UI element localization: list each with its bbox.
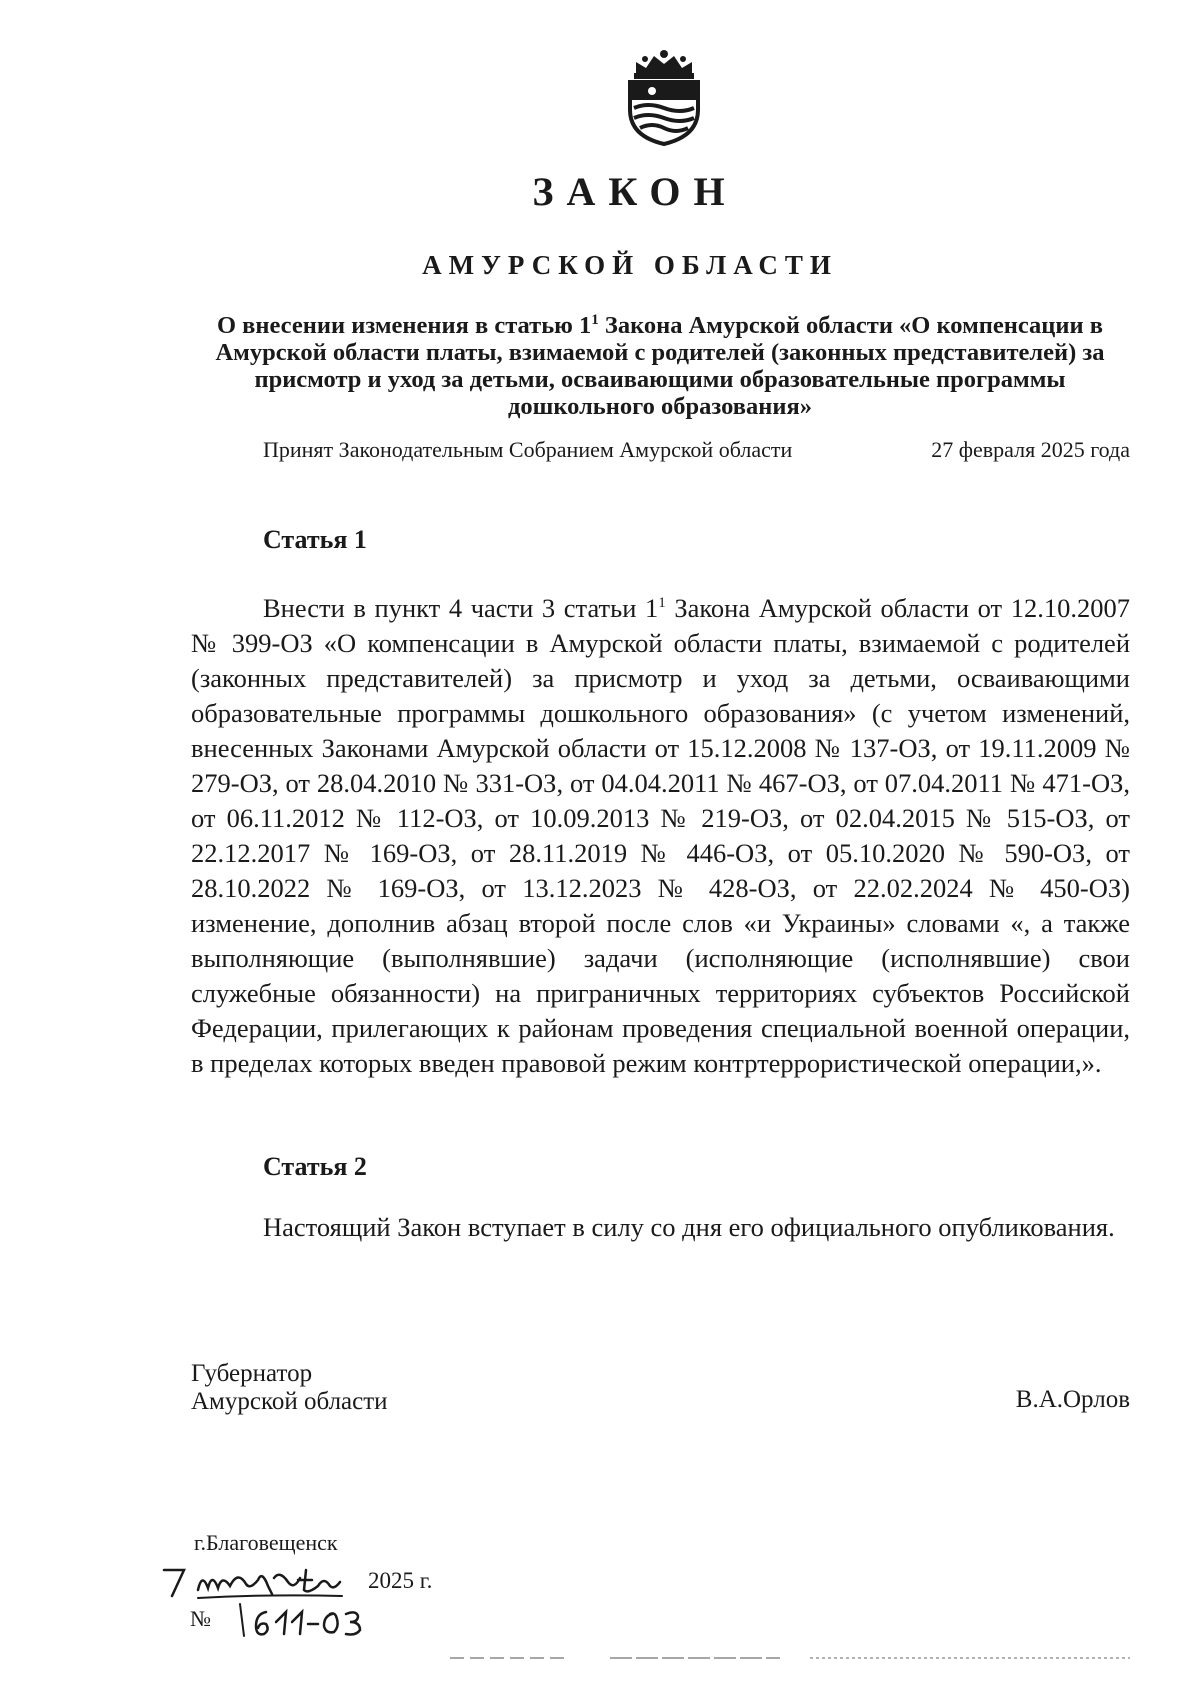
law-number <box>190 1600 390 1640</box>
article-1-text-pre: Внести в пункт 4 части 3 статьи 1 <box>263 592 659 623</box>
signatory-position-line1: Губернатор <box>191 1360 313 1387</box>
region-subtitle: АМУРСКОЙ ОБЛАСТИ <box>422 250 838 280</box>
adoption-text: Принят Законодательным Собранием Амурской области <box>263 437 793 462</box>
adoption-date: 27 февраля 2025 года <box>931 437 1130 462</box>
law-heading-post: Закона Амурской области «О компенсации в Амурской области платы, взимаемой с родителей (законных представителей) за присмотр и уход за детьми, осваивающими образовательные программы дошкольного образования» <box>215 312 1105 421</box>
article-1-text <box>191 586 1130 1081</box>
document-type-title: ЗАКОН <box>532 169 738 214</box>
number-sign: № <box>190 1606 211 1631</box>
law-heading-sup: 1 <box>591 312 599 328</box>
handwritten-number-icon <box>230 1600 380 1640</box>
article-1-heading: Статья 1 <box>263 525 367 554</box>
article-1-text-post: Закона Амурской области от 12.10.2007 № 399-ОЗ «О компенсации в Амурской области платы, взимаемой с родителей (законных представителей) за присмотр и уход за детьми, осваивающими образовательные программы дошкольного образования» (с учетом изменений, внесенных Законами Амурской области от 15.12.2008 № 137-ОЗ, от 19.11.2009 № 279-ОЗ, от 28.04.2010 № 331-ОЗ, от 04.04.2011 № 467-ОЗ, от 07.04.2011 № 471-ОЗ, от 06.11.2012 № 112-ОЗ, от 10.09.2013 № 219-ОЗ, от 02.04.2015 № 515-ОЗ, от 22.12.2017 № 169-ОЗ, от 28.11.2019 № 446-ОЗ, от 05.10.2020 № 590-ОЗ, от 28.10.2022 № 169-ОЗ, от 13.12.2023 № 428-ОЗ, от 22.02.2024 № 450-ОЗ) изменение, дополнив абзац второй после слов «и Украины» словами «, а также выполняющие (выполнявшие) задачи (исполняющие (исполнявшие) свои служебные обязанности) на приграничных территориях субъектов Российской Федерации, прилегающих к районам проведения специальной военной операции, в пределах которых введен правовой режим контртеррористической операции,». <box>191 592 1130 1078</box>
law-heading-pre: О внесении изменения в статью 1 <box>216 312 592 340</box>
signing-year: 2025 г. <box>368 1568 433 1593</box>
article-2-text: Настоящий Закон вступает в силу со дня его официального опубликования. <box>263 1212 1115 1242</box>
signatory-name: В.А.Орлов <box>1015 1386 1130 1413</box>
law-heading <box>190 307 1130 420</box>
place-of-signing: г.Благовещенск <box>194 1530 338 1555</box>
signatory-position-line2: Амурской области <box>191 1388 388 1415</box>
article-1-text-sup: 1 <box>658 595 666 611</box>
scan-artifact-line <box>450 1655 1130 1661</box>
coat-of-arms-icon <box>622 48 706 146</box>
signatory-position <box>191 1360 388 1416</box>
article-2-heading: Статья 2 <box>263 1152 367 1181</box>
